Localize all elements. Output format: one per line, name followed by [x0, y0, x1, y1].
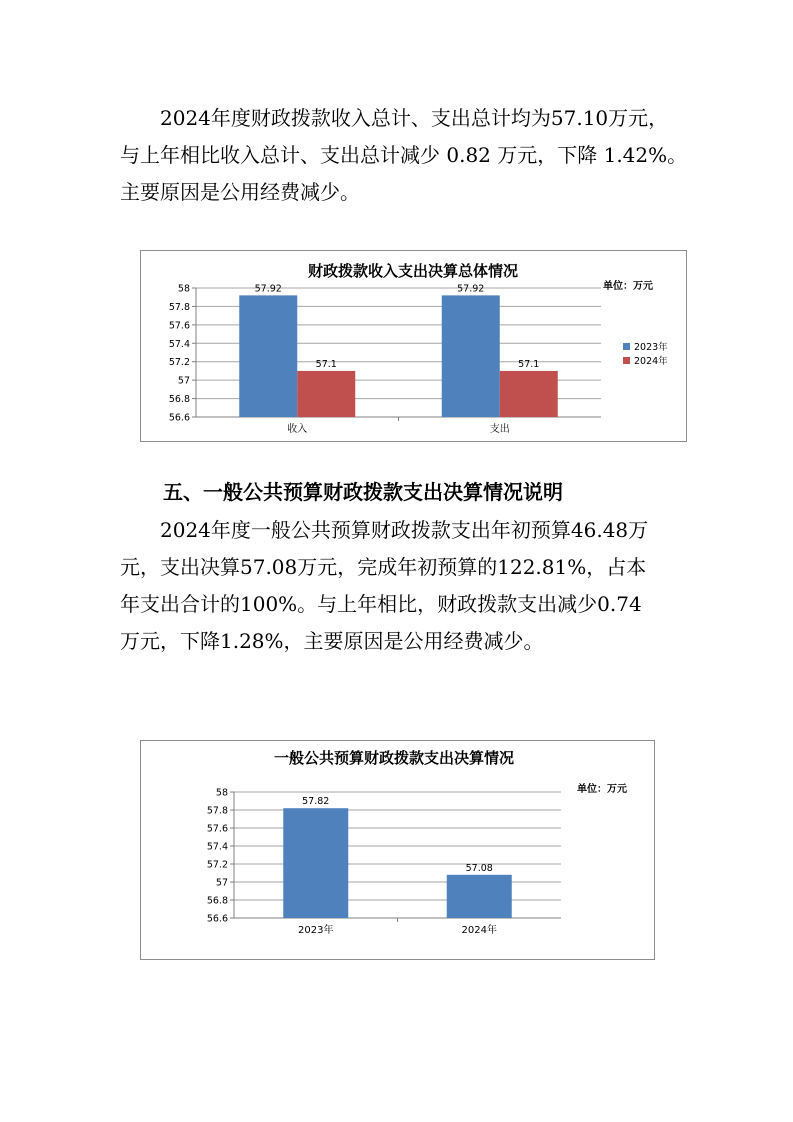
y-tick-label: 57.2: [168, 357, 190, 369]
chart-title: 财政拨款收入支出决算总体情况: [307, 262, 519, 280]
y-tick-label: 56.8: [206, 895, 228, 907]
data-label: 57.92: [457, 283, 485, 295]
legend-swatch: [623, 357, 630, 364]
intro-paragraph: [120, 100, 688, 211]
y-tick-label: 57.4: [206, 841, 228, 853]
section-5-line: 年支出合计的100%。与上年相比，财政拨款支出减少0.74: [120, 592, 642, 616]
y-tick-label: 56.6: [206, 913, 228, 925]
y-tick-label: 57.6: [168, 320, 190, 332]
x-tick-label: 2024年: [461, 925, 497, 936]
bar: [239, 295, 297, 417]
legend-label: 2024年: [634, 356, 668, 367]
y-tick-label: 57: [177, 375, 190, 387]
data-label: 57.08: [465, 862, 493, 874]
data-label: 57.92: [254, 283, 282, 295]
bar: [500, 371, 558, 417]
x-tick-label: 支出: [489, 424, 510, 435]
unit-label: 单位：万元: [603, 281, 653, 292]
bar: [297, 371, 355, 417]
intro-line: 2024年度财政拨款收入总计、支出总计均为57.10万元，: [160, 106, 669, 130]
legend-swatch: [623, 343, 630, 350]
unit-label: 单位：万元: [577, 784, 627, 795]
bar: [283, 808, 348, 918]
data-label: 57.1: [518, 358, 540, 370]
x-tick-label: 收入: [287, 424, 308, 435]
x-tick-label: 2023年: [298, 925, 334, 936]
y-tick-label: 58: [177, 283, 190, 295]
chart-title: 一般公共预算财政拨款支出决算情况: [273, 749, 515, 767]
data-label: 57.82: [302, 796, 330, 808]
y-tick-label: 57.4: [168, 338, 190, 350]
legend-label: 2023年: [634, 342, 668, 353]
y-tick-label: 56.8: [168, 394, 190, 406]
y-tick-label: 57.2: [206, 859, 228, 871]
y-tick-label: 57.6: [206, 823, 228, 835]
intro-line: 与上年相比收入总计、支出总计减少 0.82 万元，下降 1.42%。: [120, 143, 688, 167]
intro-line: 主要原因是公用经费减少。: [120, 180, 360, 204]
y-tick-label: 56.6: [168, 412, 190, 424]
section-5-heading: 五、一般公共预算财政拨款支出决算情况说明: [163, 480, 563, 504]
section-5-paragraph: [120, 512, 680, 660]
y-tick-label: 57.8: [206, 805, 228, 817]
y-tick-label: 57.8: [168, 301, 190, 313]
y-tick-label: 58: [215, 787, 228, 799]
chart1-svg: [141, 251, 686, 441]
section-5-line: 万元，下降1.28%，主要原因是公用经费减少。: [120, 629, 544, 653]
chart2-svg: [141, 741, 654, 959]
section-5-line: 2024年度一般公共预算财政拨款支出年初预算46.48万: [160, 518, 649, 542]
section-5-line: 元，支出决算57.08万元，完成年初预算的122.81%，占本: [120, 555, 647, 579]
bar: [442, 295, 500, 417]
y-tick-label: 57: [215, 877, 228, 889]
chart-general-budget-expenditure: [140, 740, 655, 960]
chart-overall-income-expenditure: [140, 250, 687, 442]
data-label: 57.1: [315, 358, 337, 370]
bar: [447, 875, 512, 918]
